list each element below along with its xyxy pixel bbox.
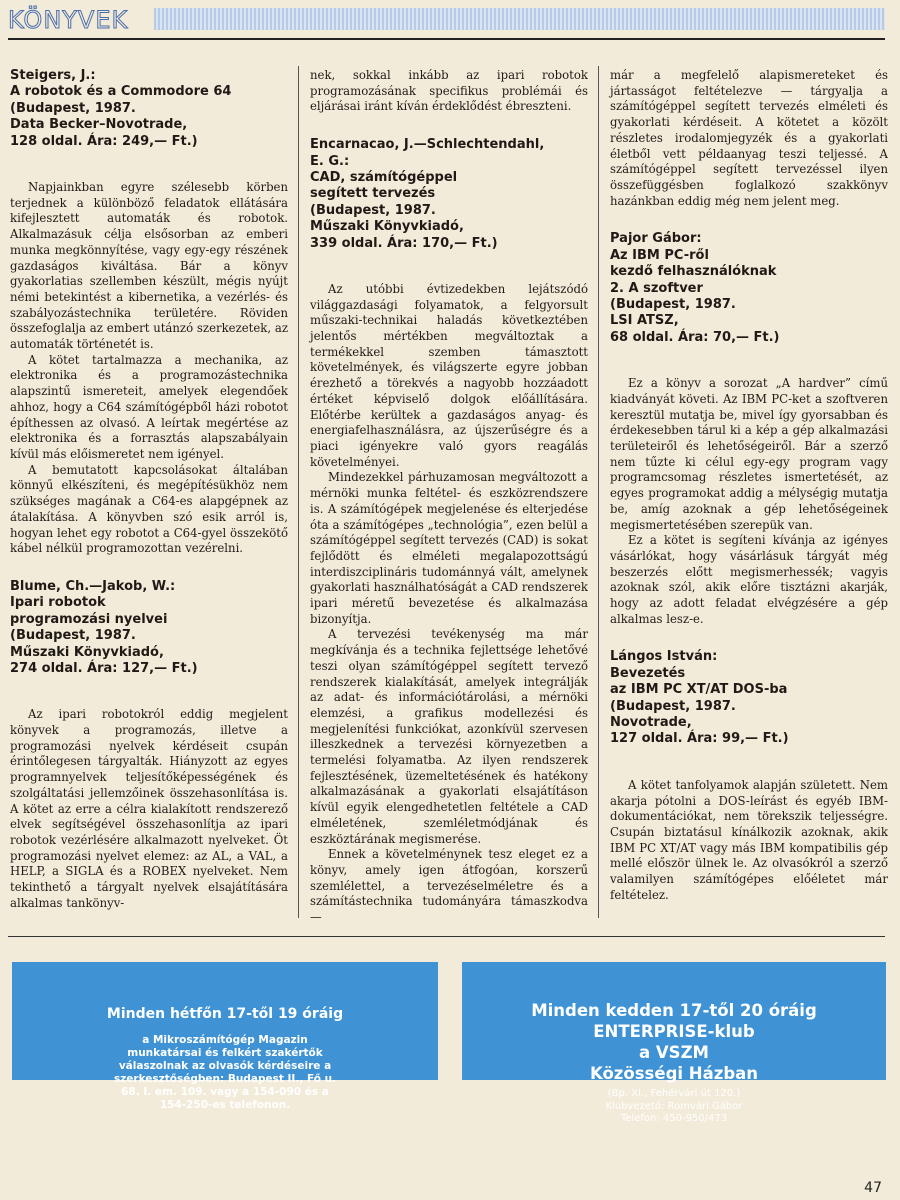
heading-line: Lángos István: [610, 649, 718, 665]
heading-line: Az IBM PC-ről [610, 247, 709, 263]
heading-line: Novotrade, [610, 715, 692, 731]
heading-line: A robotok és a Commodore 64 [10, 84, 232, 100]
review-paragraph: Ennek a követelménynek tesz eleget ez a könyv, amely igen átfogóan, korszerű szemlélettel, a tervezéselméletre és a számítástechnika tudományára támaszkodva — [310, 847, 588, 925]
review-paragraph: Ez a könyv a sorozat „A hardver” című kiadványát követi. Az IBM PC-ket a szoftveren keresztül mutatja be, mivel így gyorsabban és érdekesebben tárul ki a kép a gép alkalmazási területeiről és lehetőségeiről. Bár a szerző nem tűzte ki célul egy-egy program vagy programcsomag részletes ismertetését, az egyes programokat addig a mélységig mutatja be, amíg azoknak a gép lehetőségeinek megismertetésében szerepük van. [610, 376, 888, 532]
heading-line: CAD, számítógéppel [310, 169, 458, 185]
ad-line: Telefon: 450-950/473 [620, 1113, 728, 1124]
column-3 [610, 68, 888, 903]
heading-line: (Budapest, 1987. [10, 628, 136, 644]
heading-line: 128 oldal. Ára: 249,— Ft.) [10, 133, 198, 149]
heading-line: (Budapest, 1987. [610, 296, 736, 312]
section-title: KÖNYVEK [8, 6, 129, 34]
review-entry [10, 68, 288, 557]
ad-box-left [12, 962, 438, 1111]
ad-box-right [462, 962, 886, 1124]
header-decorative-bar [154, 8, 885, 30]
heading-line: Encarnacao, J.—Schlechtendahl, [310, 137, 545, 153]
review-paragraph: Az utóbbi évtizedekben lejátszódó világgazdasági folyamatok, a felgyorsult műszaki-technikai haladás következtében jelentős mértékben megváltoztak a termékekkel szemben támasztott követelmények, és világszerte egyre jobban érezhető a törekvés a nagyobb hozzáadott értéket képviselő dolgok előállítására. Előtérbe kerültek a gazdaságos anyag- és energiafelhasználásra, az újszerűségre és a piaci igényekre való gyors reagálás követelményei. [310, 281, 588, 469]
heading-line: 339 oldal. Ára: 170,— Ft.) [310, 235, 498, 251]
review-entry [610, 649, 888, 903]
ad-line: ENTERPRISE-klub [593, 1022, 755, 1041]
ad-line: válaszolnak az olvasók kérdéseire a [118, 1060, 332, 1072]
column-1 [10, 68, 288, 911]
review-paragraph: A bemutatott kapcsolásokat általában könnyű elkészíteni, és megépítésükhöz nem szükséges magának a C64-es alapgépnek az átalakítása. A könyvben szó esik arról is, hogyan lehet egy robotot a C64-gyel összekötő kábel nélkül programozottan vezérelni. [10, 462, 288, 556]
heading-line: kezdő felhasználóknak [610, 264, 777, 280]
heading-line: 2. A szoftver [610, 280, 703, 296]
header-rule [8, 38, 885, 40]
heading-line: Bevezetés [610, 665, 686, 681]
page-number: 47 [864, 1180, 882, 1196]
ad-line: szerkesztőségben: Budapest II., Fő u. [113, 1073, 337, 1085]
heading-line: Ipari robotok [10, 595, 106, 611]
review-entry [610, 231, 888, 627]
heading-line: 127 oldal. Ára: 99,— Ft.) [610, 731, 789, 747]
ad-line: a Mikroszámítógép Magazin [142, 1034, 308, 1046]
review-heading [10, 68, 288, 150]
column-2 [310, 68, 588, 926]
review-heading [310, 137, 588, 252]
review-paragraph: Az ipari robotokról eddig megjelent könyvek a programozás, illetve a programozási nyelvek kérdéseit csupán érintőlegesen tárgyalták. Hiányzott az egyes programnyelvek teljesítőképességének és szolgáltatási jellemzőinek összehasonlítása is. A kötet az erre a célra kialakított rendszerező elvek segítségével összehasonlítja az ipari robotok vezérlésére alkalmazott nyelveket. Öt programozási nyelvet elemez: az AL, a VAL, a HELP, a SIGLA és a ROBEX nyelveket. Nem tekinthető a tárgyalt nyelvek elsajátítására alkalmas tankönyv- [10, 707, 288, 910]
review-paragraph: már a megfelelő alapismereteket és jártasságot feltételezve — tárgyalja a számítógéppel segített tervezés elméleti és gyakorlati kérdéseit. A kötetet a közölt részletes irodalomjegyzék és a gyakorlati életből vett példaanyag teszi teljessé. A számítógéppel segített tervezéssel ilyen összefüggésben foglalkozó szakkönyv hazánkban eddig még nem jelent meg. [610, 68, 888, 208]
ad-line: munkatársai és felkért szakértők [127, 1047, 323, 1059]
review-entry [610, 68, 888, 209]
heading-line: Műszaki Könyvkiadó, [10, 644, 164, 660]
review-paragraph: A tervezési tevékenység ma már megkívánja és a technika fejlettsége lehetővé teszi olyan számítógéppel segített tervező rendszerek kialakítását, amelyek integrálják az adat- és információtárolási, a mérnöki elemzési, a grafikus modellezési és megjelenítési funkciókat, azonkívül szervesen illeszkednek a tervezési környezetben a termelési folyamatba. Az ilyen rendszerek fejlesztésének, üzemeltetésének és hatékony alkalmazásának a gyakorlati elsajátításon kívül egyik elengedhetetlen feltétele a CAD elméletének, szemléletmódjának és eszköztárának megismerése. [310, 627, 588, 846]
heading-line: Steigers, J.: [10, 68, 96, 83]
review-entry [310, 68, 588, 115]
column-divider [598, 66, 599, 918]
ad-right-title [462, 1000, 886, 1084]
column-divider [298, 66, 299, 918]
ad-left-title: Minden hétfőn 17-től 19 óráig [106, 1006, 344, 1022]
review-heading [610, 231, 888, 346]
ad-line: (Bp. XI., Fehérvári út 120.) [607, 1088, 741, 1099]
review-entry [10, 579, 288, 912]
heading-line: Pajor Gábor: [610, 231, 702, 247]
review-paragraph: Ez a kötet is segíteni kívánja az igényes vásárlókat, hogy vásárlásuk tárgyát még beszerzés előtt megismerhessék; vagyis azoknak szól, akik előre tisztázni akarják, hogy az adott feladat elvégzésére a gép alkalmas lesz-e. [610, 533, 888, 626]
heading-line: az IBM PC XT/AT DOS-ba [610, 682, 788, 698]
ad-line: 68. I. em. 109. vagy a 154-090 és a [121, 1086, 329, 1098]
review-paragraph: Mindezekkel párhuzamosan megváltozott a mérnöki munka feltétel- és eszközrendszere is. A számítógépek megjelenése és elterjedése óta a számítógépes „technológia”, ezen belül a számítógéppel segített tervezés (CAD) is sokat fejlődött és elméleti megalapozottságú interdiszciplináris tudománnyá vált, amelynek gyakorlati használhatóságát a CAD rendszerek ipari méretű bevezetése és alkalmazása bizonyítja. [310, 470, 588, 626]
heading-line: (Budapest, 1987. [10, 100, 136, 116]
heading-line: programozási nyelvei [10, 611, 168, 627]
review-paragraph: Napjainkban egyre szélesebb körben terjednek a különböző feladatok ellátására kifejlesztett automaták és robotok. Alkalmazásuk célja elsősorban az emberi munka megkönnyítése, vagy egy-egy részének gazdaságos kiváltása. Bár a könyv gyakorlatias szellemben készült, mégis nyújt némi betekintést a kibernetika, a vezérlés- és szabályozástechnika területére. Röviden összefoglalja az embert utánzó szerkezetek, az automaták történetét is. [10, 180, 288, 352]
review-entry [310, 137, 588, 926]
heading-line: (Budapest, 1987. [310, 202, 436, 218]
ad-line: 154-250-es telefonon. [159, 1099, 291, 1111]
review-heading [610, 649, 888, 747]
heading-line: Blume, Ch.—Jakob, W.: [10, 578, 176, 594]
ad-line: a VSZM [639, 1043, 709, 1062]
ad-line: Közösségi Házban [589, 1064, 759, 1083]
heading-line: Műszaki Könyvkiadó, [310, 219, 464, 235]
heading-line: (Budapest, 1987. [610, 698, 736, 714]
review-heading [10, 579, 288, 677]
bottom-rule [8, 936, 885, 937]
ad-right-text [462, 1088, 886, 1126]
heading-line: Data Becker–Novotrade, [10, 117, 188, 133]
review-paragraph: nek, sokkal inkább az ipari robotok programozásának specifikus problémái és eljárásai iránt kíván érdeklődést ébreszteni. [310, 68, 588, 114]
review-paragraph: A kötet tartalmazza a mechanika, az elektronika és a programozástechnika alapszintű ismereteit, amelyek elegendőek ahhoz, hogy a C64 számítógépből házi robotot építhessen az olvasó. A leírtak megértése az elektronika és a forrasztás alapszabályain kívül más előismeretet nem igényel. [10, 352, 288, 461]
ad-line: Klubvezető: Romvári Gábor [605, 1100, 743, 1112]
heading-line: segített tervezés [310, 186, 436, 202]
review-paragraph: A kötet tanfolyamok alapján született. Nem akarja pótolni a DOS-leírást és egyéb IBM-dokumentációkat, nem törekszik teljességre. Csupán biztatásul kínálkozik azoknak, akik IBM PC XT/AT vagy más IBM kompatibilis gép mellé először ülnek le. Az olvasókról a szerző valamilyen számítógépes előéletet már feltételez. [610, 777, 888, 902]
heading-line: 68 oldal. Ára: 70,— Ft.) [610, 329, 780, 345]
heading-line: LSI ATSZ, [610, 313, 679, 329]
ad-line: Minden kedden 17-től 20 óráig [531, 1001, 817, 1020]
heading-line: 274 oldal. Ára: 127,— Ft.) [10, 660, 198, 676]
ad-left-text [12, 1034, 438, 1112]
section-header [0, 6, 885, 34]
heading-line: E. G.: [310, 153, 350, 169]
